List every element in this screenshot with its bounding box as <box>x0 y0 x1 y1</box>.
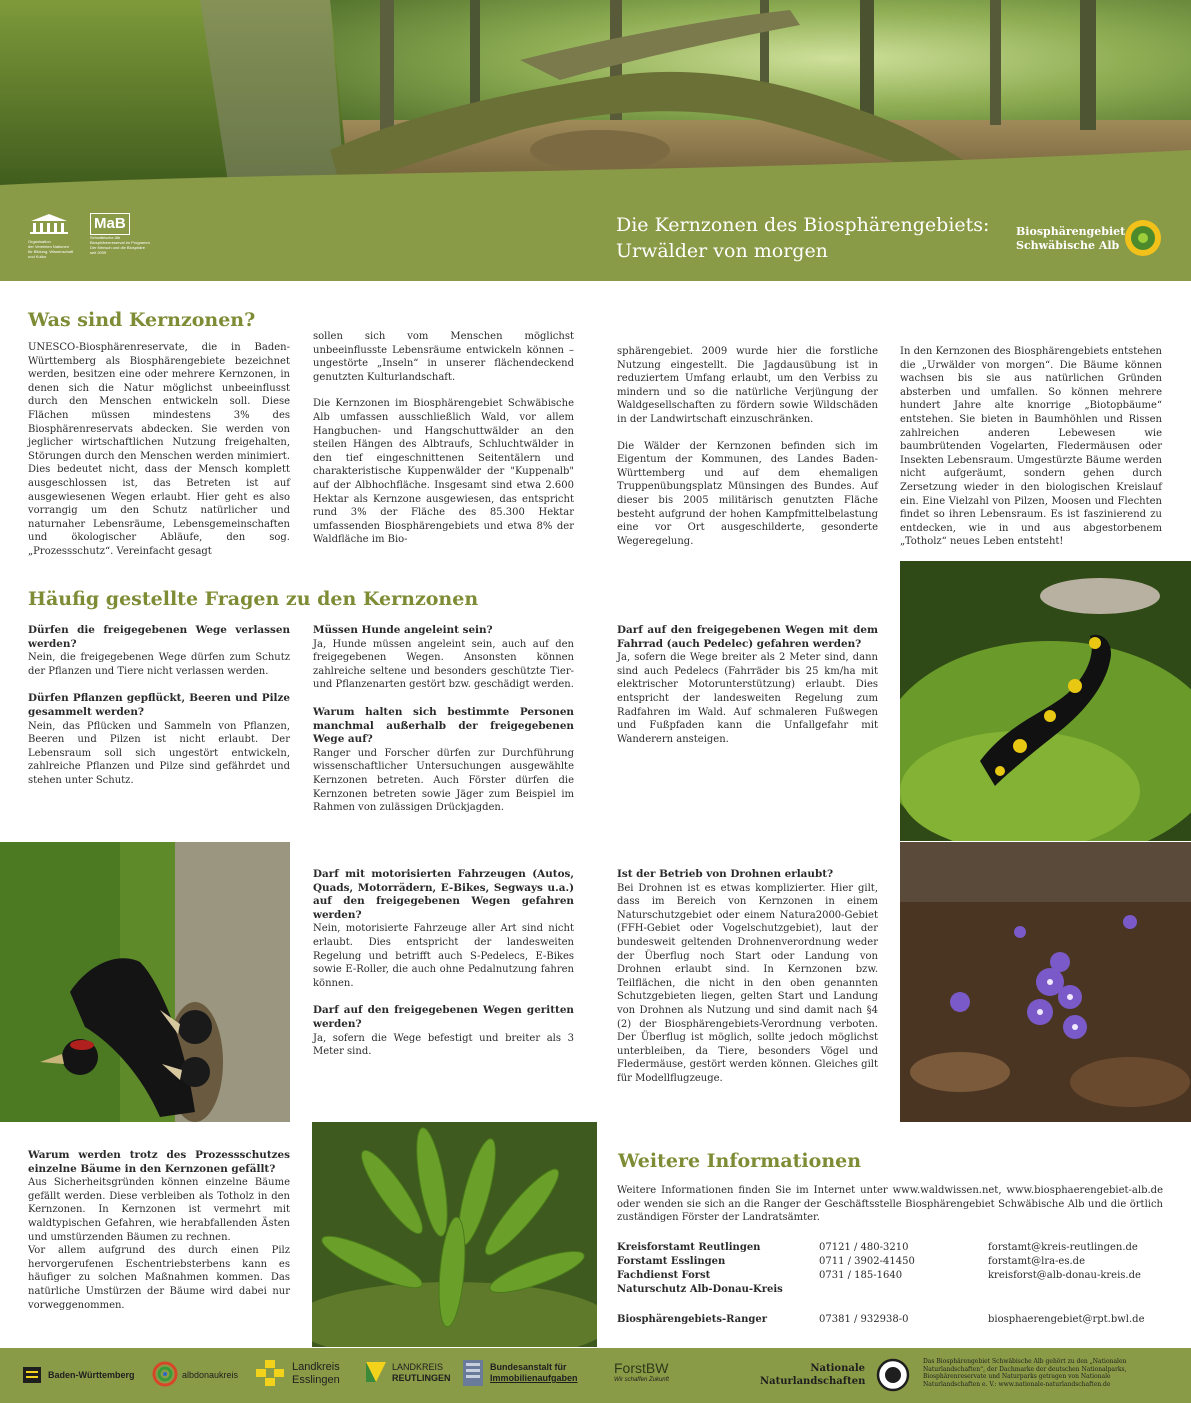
mab-mark: MaB <box>90 213 130 235</box>
reutlingen-logo <box>364 1360 451 1388</box>
intro-col2-para1: sollen sich vom Menschen möglichst unbeeinflusste Lebensräume entwickeln können – ungestörte „Inseln“ in unserer flächendeckend genutzten Kulturlandschaft. <box>313 331 574 383</box>
fire-salamander-photo <box>900 561 1191 841</box>
biosphere-logo-icon <box>1124 219 1162 257</box>
bima-label <box>490 1362 578 1384</box>
esslingen-label-1: Landkreis <box>292 1361 340 1373</box>
reutlingen-label-2: REUTLINGEN <box>392 1373 451 1383</box>
partner-footer <box>0 1348 1191 1403</box>
harts-tongue-fern-photo <box>312 1122 597 1347</box>
mab-caption-3: Der Mensch und die Biosphäre <box>90 245 145 250</box>
faq-question: Darf auf den freigegebenen Wegen mit dem Fahrrad (auch Pedelec) gefahren werden? <box>617 624 878 650</box>
salamander-illustration <box>900 561 1191 841</box>
forest-illustration <box>0 0 1191 195</box>
esslingen-blocks-icon <box>256 1358 284 1388</box>
faq-question: Ist der Betrieb von Drohnen erlaubt? <box>617 868 834 880</box>
faq-question: Dürfen die freigegebenen Wege verlassen werden? <box>28 624 290 650</box>
fern-illustration <box>312 1122 597 1347</box>
contact-name: Fachdienst Forst <box>617 1270 711 1281</box>
info-heading: Weitere Informationen <box>618 1150 862 1172</box>
info-text: Weitere Informationen finden Sie im Internet unter www.waldwissen.net, www.biosphaerengebiet-alb.de oder wenden sie sich an die Ranger der Geschäftsstelle Biosphärengebiet Schwäbische Alb und die örtlich zuständigen Förster der Landratsämter. <box>617 1185 1163 1224</box>
alb-donau-logo <box>151 1360 239 1392</box>
contact-email[interactable]: forstamt@lra-es.de <box>988 1256 1085 1267</box>
ranger-email[interactable]: biosphaerengebiet@rpt.bwl.de <box>988 1314 1145 1325</box>
bima-building-icon <box>462 1358 484 1388</box>
faq-answer-continued: Vor allem aufgrund des durch einen Pilz hervorgerufenen Eschentriebsterbens kann es häufiger zu solchen Maßnahmen kommen. Das natürliche Umstürzen der Bäume wird dabei nur vorweggenommen. <box>28 1245 290 1311</box>
bima-logo <box>462 1358 578 1392</box>
esslingen-label <box>292 1361 340 1387</box>
faq-answer: Nein, das Pflücken und Sammeln von Pflanzen, Beeren und Pilzen ist nicht erlaubt. Der Lebensraum soll sich ungestört entwickeln, zahlreiche Pflanzen und Pilze sind gefährdet und stehen unter Schutz. <box>28 720 290 786</box>
intro-col3-para2: Die Wälder der Kernzonen befinden sich im Eigentum der Kommunen, des Landes Baden-Württemberg und auf dem ehemaligen Truppenübungsplatz Münsingen des Bundes. Auf dieser bis 2005 militärisch genutzten Fläche besteht aufgrund der hohen Kampfmittelbelastung eine vor Ort ausgeschilderte, gesonderte Wegeregelung. <box>617 440 878 547</box>
faq-question: Darf mit motorisierten Fahrzeugen (Autos, Quads, Motorrädern, E-Bikes, Segways u.a.) auf den freigegebenen Wegen gefahren werden? <box>313 868 574 921</box>
brand-line1: Biosphärengebiet <box>1016 225 1126 238</box>
contact-email[interactable]: forstamt@kreis-reutlingen.de <box>988 1242 1138 1253</box>
contact-phone: 0731 / 185-1640 <box>819 1270 903 1281</box>
contact-row <box>617 1241 1163 1255</box>
nnl-note: Das Biosphärengebiet Schwäbische Alb gehört zu den „Nationalen Naturlandschaften“, der Dachmarke der deutschen Nationalparks, Biosphärenreservate und Naturparks getragen von Nationale Naturlandschaften e. V.: www.nationale-naturlandschaften.de <box>923 1358 1127 1388</box>
faq-col1 <box>28 624 290 796</box>
brand-line2: Schwäbische Alb <box>1016 239 1120 252</box>
flowers-illustration <box>900 842 1191 1122</box>
contact-row <box>617 1269 1163 1283</box>
contact-table <box>617 1241 1163 1327</box>
faq-answer: Ja, Hunde müssen angeleint sein, auch auf den freigegebenen Wegen. Ansonsten können zahlreiche seltene und besonders geschützte Tier- und Pflanzenarten gestört bzw. geschädigt werden. <box>313 638 574 691</box>
brand-name <box>1016 225 1125 253</box>
esslingen-label-2: Esslingen <box>292 1374 340 1386</box>
hero-forest-photo <box>0 0 1191 195</box>
bima-label-1: Bundesanstalt für <box>490 1362 567 1372</box>
esslingen-logo <box>256 1358 340 1392</box>
faq-heading: Häufig gestellte Fragen zu den Kernzonen <box>28 588 479 610</box>
unesco-caption-2: der Vereinten Nationen <box>28 244 69 249</box>
page-title-line1: Die Kernzonen des Biosphärengebiets: <box>616 214 990 236</box>
contact-row <box>617 1255 1163 1269</box>
nnl-label-1: Nationale <box>810 1363 865 1374</box>
contact-name: Forstamt Esslingen <box>617 1256 726 1267</box>
faq-col2-lower <box>313 868 574 1067</box>
bima-label-2: Immobilienaufgaben <box>490 1373 578 1383</box>
faq-answer: Ja, sofern die Wege befestigt und breiter als 3 Meter sind. <box>313 1032 574 1058</box>
intro-col2-para2: Die Kernzonen im Biosphärengebiet Schwäbische Alb umfassen ausschließlich Wald, vor allem Hangbuchen- und Hangschuttwälder an den steilen Hängen des Albtraufs, Schluchtwälder in den tief eingeschnittenen Seitentälern und charakteristische Kuppenwälder der "Kuppenalb" auf der Albhochfläche. Insgesamt sind etwa 2.600 Hektar als Kernzone ausgewiesen, das entspricht rund 3% der Fläche des 85.300 Hektar umfassenden Biosphärengebiets und etwa 8% der Waldfläche im Bio- <box>313 398 574 546</box>
black-woodpecker-photo <box>0 842 290 1122</box>
nnl-target-icon <box>876 1358 910 1392</box>
forstbw-logo <box>614 1360 669 1384</box>
header-band <box>0 195 1191 281</box>
intro-col3 <box>617 345 878 548</box>
contact-email[interactable]: kreisforst@alb-donau-kreis.de <box>988 1270 1141 1281</box>
faq-answer: Ranger und Forscher dürfen zur Durchführung wissenschaftlicher Untersuchungen ausgewählte Kernzonen betreten. Auch Förster dürfen die Kernzonen betreten sowie Jäger zum Beispiel im Rahmen von zulässigen Drückjagden. <box>313 747 574 814</box>
mab-caption-1: Schwäbische Alb <box>90 235 121 240</box>
unesco-caption-1: Organisation <box>28 239 51 244</box>
mab-caption-4: seit 2009 <box>90 250 107 255</box>
intro-col3-para1: sphärengebiet. 2009 wurde hier die forstliche Nutzung eingestellt. Die Jagdausübung ist in reduziertem Umfang erlaubt, um den Verbiss zu mindern und so die natürliche Verjüngung der Waldgesellschaften zu fördern sowie Wildschäden in der Landwirtschaft einzuschränken. <box>617 346 878 425</box>
contact-phone: 0711 / 3902-41450 <box>819 1256 915 1267</box>
forstbw-slogan: Wir schaffen Zukunft <box>614 1377 669 1383</box>
intro-heading: Was sind Kernzonen? <box>28 309 256 331</box>
alb-donau-label: albdonaukreis <box>182 1370 239 1380</box>
mab-caption-2: Biosphärenreservat im Programm <box>90 240 150 245</box>
unesco-temple-icon <box>28 213 70 235</box>
forstbw-label: ForstBW <box>614 1360 669 1376</box>
woodpecker-illustration <box>0 842 290 1122</box>
faq-answer: Nein, die freigegebenen Wege dürfen zum Schutz der Pflanzen und Tiere nicht verlassen werden. <box>28 652 290 677</box>
reutlingen-label-1: LANDKREIS <box>392 1362 444 1372</box>
ranger-phone: 07381 / 932938-0 <box>819 1314 909 1325</box>
page-title-line2: Urwälder von morgen <box>616 240 828 262</box>
contact-name: Naturschutz Alb-Donau-Kreis <box>617 1284 783 1295</box>
unesco-caption-4: und Kultur <box>28 254 47 259</box>
faq-col3 <box>617 624 878 754</box>
nnl-label-2: Naturlandschaften <box>760 1376 866 1387</box>
mab-logo <box>90 213 150 273</box>
contact-row <box>617 1283 1163 1297</box>
unesco-logo <box>28 213 86 273</box>
faq-answer: Nein, motorisierte Fahrzeuge aller Art sind nicht erlaubt. Dies entspricht der landesweiten Regelung und betrifft auch S-Pedelecs, E-Bikes sowie E-Roller, die auch ohne Pedalnutzung fahren können. <box>313 923 574 989</box>
faq-question: Dürfen Pflanzen gepflückt, Beeren und Pilze gesammelt werden? <box>28 692 290 718</box>
reutlingen-shield-icon <box>364 1360 388 1384</box>
bw-logo <box>22 1365 135 1389</box>
ranger-name: Biosphärengebiets-Ranger <box>617 1314 768 1325</box>
faq-col3-lower <box>617 868 878 1094</box>
unesco-caption-3: für Bildung, Wissenschaft <box>28 249 74 254</box>
faq-question: Müssen Hunde angeleint sein? <box>313 624 493 636</box>
faq-question: Warum halten sich bestimmte Personen manchmal außerhalb der freigegebenen Wege auf? <box>313 705 574 746</box>
intro-col2 <box>313 330 574 547</box>
contact-name: Kreisforstamt Reutlingen <box>617 1242 761 1253</box>
alb-donau-swirl-icon <box>151 1360 179 1388</box>
bw-label: Baden-Württemberg <box>48 1370 135 1380</box>
faq-col2 <box>313 624 574 823</box>
liverwort-flowers-photo <box>900 842 1191 1122</box>
contact-row-ranger <box>617 1313 1163 1327</box>
reutlingen-label <box>392 1362 451 1384</box>
intro-col1: UNESCO-Biosphärenreservate, die in Baden-Württemberg als Biosphärengebiete bezeichnet werden, besitzen eine oder mehrere Kernzonen, in denen sich die Natur möglichst unbeeinflusst durch den Menschen entwickeln soll. Diese Flächen müssen mindestens 3% des Biosphärenreservats abdecken. Sie werden von jeglicher wirtschaftlichen Nutzung freigehalten, Störungen durch den Menschen werden minimiert. Dies bedeutet nicht, dass der Mensch komplett ausgeschlossen ist, das Betreten ist auf ausgewiesenen Wegen erlaubt. Hier geht es also vorrangig um den Schutz natürlicher und naturnaher Lebensräume, Lebensgemeinschaften und ökologischer Abläufe, den sog. „Prozessschutz“. Vereinfacht gesagt <box>28 342 290 557</box>
bw-lions-icon <box>22 1365 42 1385</box>
faq-answer: Aus Sicherheitsgründen können einzelne Bäume gefällt werden. Diese verbleiben als Totholz in den Kernzonen. In Kernzonen ist vermehrt mit waldtypischen Gefahren, wie herabfallenden Ästen und umstürzenden Bäumen zu rechnen. <box>28 1177 290 1243</box>
faq-question: Darf auf den freigegebenen Wegen geritten werden? <box>313 1004 574 1030</box>
faq-bottom-left <box>28 1149 290 1320</box>
faq-question: Warum werden trotz des Prozessschutzes einzelne Bäume in den Kernzonen gefällt? <box>28 1149 290 1175</box>
faq-answer: Bei Drohnen ist es etwas komplizierter. Hier gilt, dass im Bereich von Kernzonen in einem Naturschutzgebiet oder einem Natura2000-Gebiet (FFH-Gebiet oder Vogelschutzgebiet), laut der bundesweit geltenden Drohnenverordnung weder der Überflug noch Start oder Landung von Drohnen erlaubt sind. In Kernzonen bzw. Teilflächen, die nicht in den oben genannten Schutzgebieten liegen, gelten Start und Landung von Drohnen als Nutzung und sind damit nach §4 (2) der Biosphärengebiets-Verordnung verboten. Der Überflug ist möglich, sollte jedoch möglichst unterbleiben, da Tiere, besonders Vögel und Fledermäuse, gestört werden können. Gleiches gilt für Modellflugzeuge. <box>617 882 878 1084</box>
contact-phone: 07121 / 480-3210 <box>819 1242 909 1253</box>
nnl-label <box>760 1362 865 1388</box>
faq-answer: Ja, sofern die Wege breiter als 2 Meter sind, dann sind auch Pedelecs (Fahrräder bis 25 km/ha mit elektrischer Motorunterstützung) erlaubt. Dies entspricht der landesweiten Regelung zum Radfahren im Wald. Auf schmaleren Fußwegen und Fußpfaden kann die Unfallgefahr mit Wanderern ansteigen. <box>617 652 878 745</box>
intro-col4: In den Kernzonen des Biosphärengebiets entstehen die „Urwälder von morgen“. Die Bäume können wachsen bis sie aus natürlichen Gründen absterben und umfallen. So können mehrere hundert Jahre alte knorrige „Biotopbäume“ entstehen. Sie bieten in Baumhöhlen und Rissen zahlreichen anderen Lebewesen wie baumbrütenden Vogelarten, Fledermäusen oder Insekten Lebensraum. Umgestürzte Bäume werden nicht aufgeräumt, sondern gehen durch Zersetzung wieder in den biologischen Kreislauf ein. Eine Vielzahl von Pilzen, Moosen und Flechten findet so ihren Lebensraum. Es ist faszinierend zu entdecken, wie in und aus abgestorbenem „Totholz“ neues Leben entsteht! <box>900 346 1162 548</box>
